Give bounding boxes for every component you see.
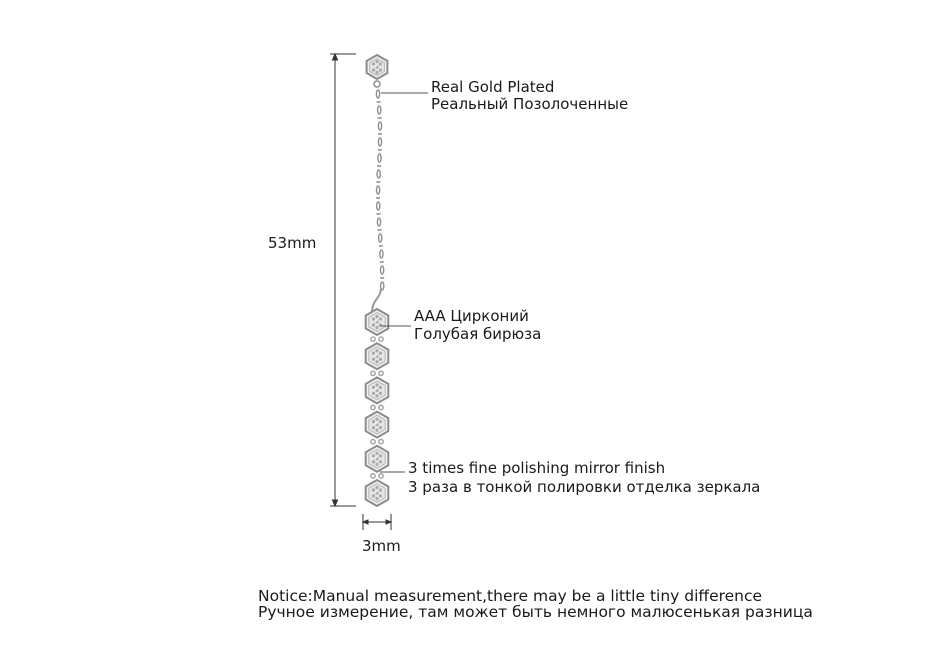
chain-link — [378, 154, 381, 162]
drop-stones — [366, 309, 389, 506]
connector-link — [371, 474, 375, 478]
connector-link — [379, 337, 383, 341]
drop-stone — [366, 343, 389, 369]
stud-jump-ring — [374, 81, 380, 87]
plating-label-ru: Реальный Позолоченные — [431, 95, 629, 113]
notice-en: Notice:Manual measurement,there may be a little tiny difference — [258, 587, 763, 605]
stud-stone — [367, 55, 388, 79]
stone-label-line1: AAA Цирконий — [414, 307, 529, 325]
chain-link — [378, 106, 381, 114]
chain-link — [376, 90, 379, 98]
drop-stone — [366, 446, 389, 472]
connector-link — [371, 405, 375, 409]
connector-link — [371, 337, 375, 341]
chain-link — [378, 122, 381, 130]
drop-stone — [366, 377, 389, 403]
plating-label-en: Real Gold Plated — [431, 78, 555, 96]
connector-link — [371, 440, 375, 444]
chain-link — [379, 234, 382, 242]
drop-stone — [366, 480, 389, 506]
length-label: 53mm — [268, 234, 317, 252]
chain-link — [377, 218, 380, 226]
connector-link — [379, 371, 383, 375]
chain-link — [381, 266, 384, 274]
chain-link — [377, 186, 380, 194]
chain-link — [378, 138, 381, 146]
chain-link — [380, 250, 383, 258]
width-label: 3mm — [362, 537, 401, 555]
connector-link — [371, 371, 375, 375]
drop-stone — [366, 309, 389, 335]
length-dimension-line — [330, 54, 356, 506]
notice-ru: Ручное измерение, там может быть немного малюсенькая разница — [258, 603, 813, 621]
chain — [376, 90, 384, 290]
width-dimension-line — [363, 514, 391, 530]
stone-label-line2: Голубая бирюза — [414, 325, 542, 343]
stud-hexagon — [367, 55, 388, 87]
connector-link — [379, 405, 383, 409]
finish-label-ru: 3 раза в тонкой полировки отделка зеркала — [408, 478, 761, 496]
connector-link — [379, 440, 383, 444]
drop-stone — [366, 412, 389, 438]
chain-link — [377, 170, 380, 178]
finish-label-en: 3 times fine polishing mirror finish — [408, 459, 666, 477]
connector-link — [379, 474, 383, 478]
chain-link — [377, 202, 380, 210]
